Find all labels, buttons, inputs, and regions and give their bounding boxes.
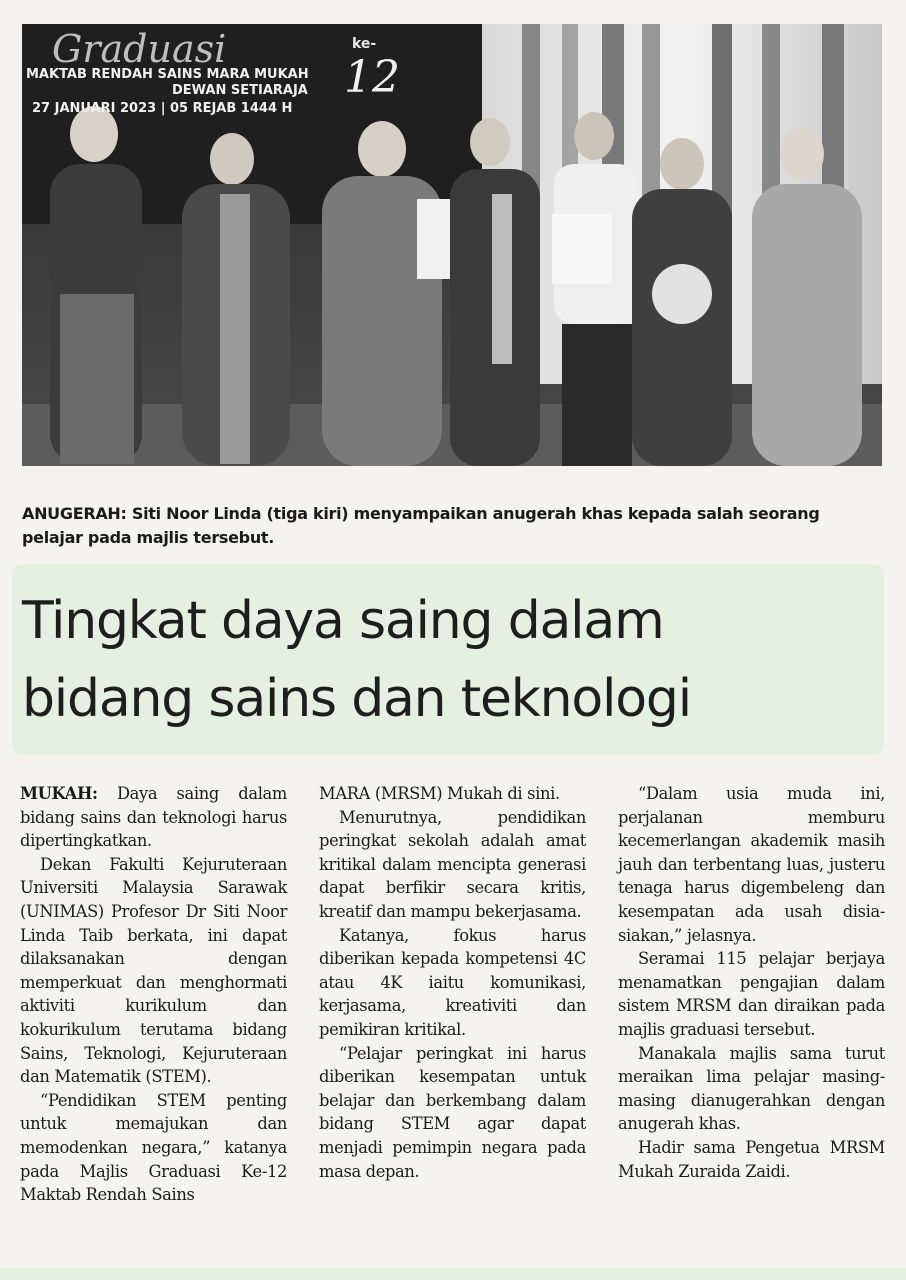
banner-line-1: MAKTAB RENDAH SAINS MARA MUKAH bbox=[26, 67, 309, 82]
banner-line-3: 27 JANUARI 2023 | 05 REJAB 1444 H bbox=[32, 101, 293, 116]
banner-line-2: DEWAN SETIARAJA bbox=[172, 83, 308, 98]
headline-line-2: bidang sains dan teknologi bbox=[22, 669, 691, 729]
banner-number: 12 bbox=[344, 52, 400, 103]
article-body bbox=[20, 782, 886, 1258]
caption-lead: ANUGERAH: bbox=[22, 504, 127, 523]
article-column-3 bbox=[618, 782, 885, 1258]
graduation-photo-illustration bbox=[22, 24, 882, 466]
article-paragraph: Menurutnya, pendidikan peringkat sekolah adalah amat kritikal dalam mencipta generasi dapat berfikir secara kritis, kreatif dan mampu bekerjasama. bbox=[319, 807, 586, 921]
article-paragraph: Manakala majlis sama turut meraikan lima pelajar masing-masing dianugerahkan dengan anugerah khas. bbox=[618, 1043, 885, 1134]
headline-line-1: Tingkat daya saing dalam bbox=[22, 591, 664, 651]
article-paragraph: Hadir sama Pengetua MRSM Mukah Zuraida Zaidi. bbox=[618, 1137, 885, 1181]
dateline: MUKAH: bbox=[20, 784, 98, 803]
banner-suffix: ke- bbox=[352, 36, 377, 52]
article-paragraph: MARA (MRSM) Mukah di sini. bbox=[319, 784, 560, 803]
svg-text:Graduasi: Graduasi bbox=[52, 27, 227, 71]
article-column-1 bbox=[20, 782, 287, 1258]
article-paragraph: MUKAH: Daya saing dalam bidang sains dan teknologi harus dipertingkatkan. bbox=[20, 784, 287, 851]
article-paragraph: Katanya, fokus harus diberikan kepada kompetensi 4C atau 4K iaitu komunikasi, kerjasama, kreativiti dan pemikiran kritikal. bbox=[319, 925, 586, 1039]
photo-caption bbox=[22, 502, 882, 550]
article-paragraph: “Pelajar peringkat ini harus diberikan kesempatan untuk belajar dan berkembang dalam bidang STEM agar dapat menjadi pemimpin negara pada masa depan. bbox=[319, 1043, 586, 1181]
article-column-2 bbox=[319, 782, 586, 1258]
article-paragraph: “Pendidikan STEM penting untuk memajukan dan memodenkan negara,” katanya pada Majlis Graduasi Ke-12 Maktab Rendah Sains bbox=[20, 1090, 287, 1205]
article-paragraph: Seramai 115 pelajar berjaya menamatkan pengajian dalam sistem MRSM dan diraikan pada majlis graduasi tersebut. bbox=[618, 949, 885, 1039]
article-paragraph: “Dalam usia muda ini, perjalanan memburu kecemerlangan akademik masih jauh dan terbentang luas, justeru tenaga harus digembeleng dan kesempatan ada usah disia-siakan,” jelasnya. bbox=[618, 784, 885, 945]
article-headline bbox=[22, 582, 882, 738]
news-photo bbox=[22, 24, 882, 466]
bottom-strip bbox=[0, 1268, 906, 1280]
caption-text: Siti Noor Linda (tiga kiri) menyampaikan anugerah khas kepada salah seorang pelajar pada majlis tersebut. bbox=[22, 504, 820, 547]
article-paragraph: Dekan Fakulti Kejuruteraan Universiti Malaysia Sarawak (UNIMAS) Profesor Dr Siti Noor Linda Taib berkata, ini dapat dilaksanakan dengan memperkuat dan menghormati aktiviti kurikulum dan kokurikulum terutama bidang Sains, Teknologi, Kejuruteraan dan Matematik (STEM). bbox=[20, 854, 287, 1087]
